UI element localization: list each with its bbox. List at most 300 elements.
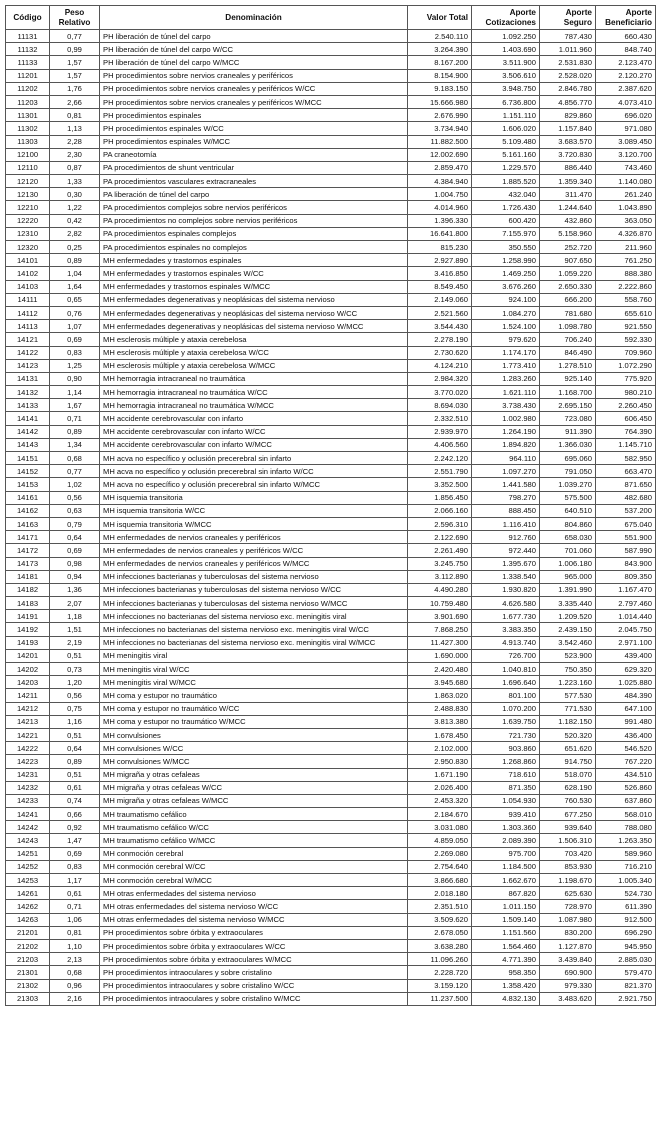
cell-valor-total: 2.278.190 [408, 333, 472, 346]
cell-aporte-cotizaciones: 1.338.540 [472, 570, 540, 583]
cell-peso-relativo: 0,98 [50, 557, 100, 570]
cell-denominacion: MH enfermedades de nervios craneales y periféricos W/MCC [100, 557, 408, 570]
cell-aporte-cotizaciones: 1.606.020 [472, 122, 540, 135]
cell-valor-total: 8.167.200 [408, 56, 472, 69]
table-row [6, 214, 656, 227]
cell-peso-relativo: 1,47 [50, 834, 100, 847]
cell-codigo: 14101 [6, 254, 50, 267]
cell-peso-relativo: 0,89 [50, 425, 100, 438]
cell-aporte-beneficiario: 655.610 [596, 306, 656, 319]
cell-peso-relativo: 2,07 [50, 597, 100, 610]
cell-aporte-cotizaciones: 7.155.970 [472, 227, 540, 240]
cell-peso-relativo: 2,28 [50, 135, 100, 148]
cell-valor-total: 3.416.850 [408, 267, 472, 280]
cell-codigo: 14203 [6, 676, 50, 689]
cell-aporte-cotizaciones: 1.677.730 [472, 610, 540, 623]
table-row [6, 320, 656, 333]
cell-denominacion: PH procedimientos sobre nervios craneales y periféricos W/MCC [100, 95, 408, 108]
cell-valor-total: 4.859.050 [408, 834, 472, 847]
cell-aporte-beneficiario: 4.326.870 [596, 227, 656, 240]
cell-valor-total: 3.509.620 [408, 913, 472, 926]
cell-aporte-beneficiario: 579.470 [596, 966, 656, 979]
table-row [6, 583, 656, 596]
cell-valor-total: 2.269.080 [408, 847, 472, 860]
cell-valor-total: 3.901.690 [408, 610, 472, 623]
cell-denominacion: MH otras enfermedades del sistema nervioso W/MCC [100, 913, 408, 926]
cell-peso-relativo: 0,76 [50, 306, 100, 319]
header-row [6, 6, 656, 30]
cell-aporte-beneficiario: 611.390 [596, 900, 656, 913]
cell-codigo: 14113 [6, 320, 50, 333]
cell-aporte-cotizaciones: 2.089.390 [472, 834, 540, 847]
cell-aporte-seguro: 787.430 [540, 30, 596, 43]
cell-denominacion: PH liberación de túnel del carpo W/CC [100, 43, 408, 56]
cell-aporte-beneficiario: 660.430 [596, 30, 656, 43]
cell-valor-total: 2.927.890 [408, 254, 472, 267]
cell-aporte-seguro: 914.750 [540, 755, 596, 768]
cell-aporte-cotizaciones: 1.174.170 [472, 346, 540, 359]
cell-aporte-cotizaciones: 5.109.480 [472, 135, 540, 148]
cell-codigo: 21203 [6, 953, 50, 966]
cell-peso-relativo: 0,99 [50, 43, 100, 56]
cell-aporte-cotizaciones: 1.054.930 [472, 794, 540, 807]
cell-aporte-cotizaciones: 1.151.560 [472, 926, 540, 939]
table-row [6, 689, 656, 702]
cell-aporte-cotizaciones: 600.420 [472, 214, 540, 227]
cell-codigo: 14202 [6, 663, 50, 676]
cell-aporte-seguro: 3.483.620 [540, 992, 596, 1005]
cell-denominacion: PH procedimientos espinales [100, 109, 408, 122]
cell-denominacion: PH procedimientos sobre órbita y extraoculares W/MCC [100, 953, 408, 966]
cell-valor-total: 3.245.750 [408, 557, 472, 570]
header-aporte-seguro: Aporte Seguro [540, 6, 596, 30]
cell-aporte-beneficiario: 436.400 [596, 728, 656, 741]
cell-codigo: 14153 [6, 478, 50, 491]
cell-codigo: 12210 [6, 201, 50, 214]
cell-denominacion: PH procedimientos intraoculares y sobre cristalino W/CC [100, 979, 408, 992]
cell-valor-total: 11.096.260 [408, 953, 472, 966]
cell-denominacion: PH procedimientos intraoculares y sobre cristalino W/MCC [100, 992, 408, 1005]
cell-aporte-seguro: 690.900 [540, 966, 596, 979]
cell-codigo: 11133 [6, 56, 50, 69]
cell-valor-total: 3.866.680 [408, 874, 472, 887]
cell-peso-relativo: 1,16 [50, 715, 100, 728]
cell-valor-total: 2.102.000 [408, 742, 472, 755]
cell-aporte-cotizaciones: 1.229.570 [472, 161, 540, 174]
cell-aporte-seguro: 829.860 [540, 109, 596, 122]
cell-aporte-seguro: 523.900 [540, 649, 596, 662]
cell-valor-total: 2.488.830 [408, 702, 472, 715]
cell-aporte-seguro: 677.250 [540, 808, 596, 821]
cell-peso-relativo: 2,13 [50, 953, 100, 966]
cell-peso-relativo: 1,25 [50, 359, 100, 372]
table-row [6, 425, 656, 438]
cell-aporte-beneficiario: 971.080 [596, 122, 656, 135]
cell-aporte-cotizaciones: 3.506.610 [472, 69, 540, 82]
table-row [6, 768, 656, 781]
cell-valor-total: 2.351.510 [408, 900, 472, 913]
cell-aporte-beneficiario: 912.500 [596, 913, 656, 926]
cell-aporte-beneficiario: 526.860 [596, 781, 656, 794]
cell-valor-total: 3.945.680 [408, 676, 472, 689]
cell-aporte-seguro: 1.278.510 [540, 359, 596, 372]
cell-aporte-seguro: 728.970 [540, 900, 596, 913]
table-row [6, 280, 656, 293]
cell-aporte-beneficiario: 1.072.290 [596, 359, 656, 372]
cell-aporte-seguro: 1.391.990 [540, 583, 596, 596]
cell-codigo: 21202 [6, 939, 50, 952]
cell-valor-total: 2.420.480 [408, 663, 472, 676]
cell-valor-total: 1.004.750 [408, 188, 472, 201]
cell-valor-total: 2.754.640 [408, 860, 472, 873]
cell-aporte-beneficiario: 582.950 [596, 452, 656, 465]
cell-codigo: 14261 [6, 887, 50, 900]
cell-aporte-beneficiario: 1.014.440 [596, 610, 656, 623]
cell-aporte-beneficiario: 2.921.750 [596, 992, 656, 1005]
cell-peso-relativo: 0,71 [50, 412, 100, 425]
cell-valor-total: 4.124.210 [408, 359, 472, 372]
cell-peso-relativo: 0,71 [50, 900, 100, 913]
table-row [6, 306, 656, 319]
cell-aporte-seguro: 575.500 [540, 491, 596, 504]
cell-aporte-cotizaciones: 1.524.100 [472, 320, 540, 333]
cell-aporte-seguro: 1.157.840 [540, 122, 596, 135]
table-row [6, 597, 656, 610]
cell-peso-relativo: 0,51 [50, 768, 100, 781]
cell-aporte-cotizaciones: 1.040.810 [472, 663, 540, 676]
cell-valor-total: 2.332.510 [408, 412, 472, 425]
cell-aporte-beneficiario: 2.971.100 [596, 636, 656, 649]
cell-aporte-cotizaciones: 718.610 [472, 768, 540, 781]
table-row [6, 570, 656, 583]
table-row [6, 834, 656, 847]
table-row [6, 372, 656, 385]
cell-aporte-beneficiario: 558.760 [596, 293, 656, 306]
cell-valor-total: 2.939.970 [408, 425, 472, 438]
cell-aporte-seguro: 723.080 [540, 412, 596, 425]
cell-valor-total: 2.730.620 [408, 346, 472, 359]
cell-aporte-seguro: 658.030 [540, 531, 596, 544]
cell-aporte-cotizaciones: 1.395.670 [472, 557, 540, 570]
cell-codigo: 14262 [6, 900, 50, 913]
cell-aporte-beneficiario: 363.050 [596, 214, 656, 227]
cell-valor-total: 4.406.560 [408, 438, 472, 451]
cell-denominacion: MH otras enfermedades del sistema nervioso W/CC [100, 900, 408, 913]
cell-aporte-seguro: 1.506.310 [540, 834, 596, 847]
cell-aporte-cotizaciones: 1.885.520 [472, 175, 540, 188]
cell-aporte-beneficiario: 537.200 [596, 504, 656, 517]
cell-codigo: 14243 [6, 834, 50, 847]
cell-denominacion: MH traumatismo cefálico W/CC [100, 821, 408, 834]
cell-aporte-beneficiario: 606.450 [596, 412, 656, 425]
cell-aporte-seguro: 925.140 [540, 372, 596, 385]
cell-aporte-seguro: 311.470 [540, 188, 596, 201]
cell-peso-relativo: 1,57 [50, 56, 100, 69]
cell-aporte-beneficiario: 4.073.410 [596, 95, 656, 108]
cell-aporte-seguro: 886.440 [540, 161, 596, 174]
table-row [6, 175, 656, 188]
cell-aporte-cotizaciones: 726.700 [472, 649, 540, 662]
cell-aporte-seguro: 804.860 [540, 517, 596, 530]
cell-codigo: 14172 [6, 544, 50, 557]
cell-denominacion: PH procedimientos sobre órbita y extraoculares W/CC [100, 939, 408, 952]
cell-denominacion: MH infecciones no bacterianas del sistema nervioso exc. meningitis viral W/CC [100, 623, 408, 636]
cell-aporte-seguro: 911.390 [540, 425, 596, 438]
cell-codigo: 14112 [6, 306, 50, 319]
cell-aporte-beneficiario: 524.730 [596, 887, 656, 900]
cell-valor-total: 3.264.390 [408, 43, 472, 56]
cell-codigo: 14222 [6, 742, 50, 755]
cell-peso-relativo: 0,65 [50, 293, 100, 306]
cell-aporte-cotizaciones: 432.040 [472, 188, 540, 201]
cell-codigo: 14171 [6, 531, 50, 544]
table-row [6, 412, 656, 425]
cell-codigo: 21201 [6, 926, 50, 939]
table-row [6, 821, 656, 834]
table-row [6, 979, 656, 992]
cell-codigo: 11132 [6, 43, 50, 56]
table-row [6, 649, 656, 662]
cell-aporte-seguro: 1.244.640 [540, 201, 596, 214]
cell-peso-relativo: 0,69 [50, 847, 100, 860]
cell-denominacion: PH procedimientos intraoculares y sobre cristalino [100, 966, 408, 979]
cell-aporte-seguro: 2.439.150 [540, 623, 596, 636]
cell-codigo: 21302 [6, 979, 50, 992]
cell-denominacion: MH conmoción cerebral W/MCC [100, 874, 408, 887]
cell-aporte-cotizaciones: 888.450 [472, 504, 540, 517]
cell-denominacion: PH procedimientos espinales W/MCC [100, 135, 408, 148]
cell-aporte-seguro: 907.650 [540, 254, 596, 267]
cell-valor-total: 2.066.160 [408, 504, 472, 517]
cell-aporte-cotizaciones: 1.662.670 [472, 874, 540, 887]
cell-codigo: 12130 [6, 188, 50, 201]
table-row [6, 267, 656, 280]
cell-codigo: 11201 [6, 69, 50, 82]
cell-aporte-cotizaciones: 6.736.800 [472, 95, 540, 108]
cell-valor-total: 10.759.480 [408, 597, 472, 610]
cell-aporte-cotizaciones: 1.441.580 [472, 478, 540, 491]
cell-denominacion: MH accidente cerebrovascular con infarto W/CC [100, 425, 408, 438]
cell-peso-relativo: 1,14 [50, 386, 100, 399]
table-row [6, 755, 656, 768]
tariff-table-container [5, 5, 655, 1006]
cell-aporte-seguro: 781.680 [540, 306, 596, 319]
table-row [6, 399, 656, 412]
cell-codigo: 14173 [6, 557, 50, 570]
cell-aporte-cotizaciones: 1.070.200 [472, 702, 540, 715]
cell-aporte-beneficiario: 434.510 [596, 768, 656, 781]
cell-aporte-cotizaciones: 1.621.110 [472, 386, 540, 399]
cell-peso-relativo: 1,64 [50, 280, 100, 293]
cell-aporte-seguro: 1.011.960 [540, 43, 596, 56]
table-row [6, 702, 656, 715]
cell-denominacion: PH procedimientos espinales W/CC [100, 122, 408, 135]
cell-aporte-seguro: 853.930 [540, 860, 596, 873]
cell-codigo: 14212 [6, 702, 50, 715]
table-row [6, 610, 656, 623]
cell-peso-relativo: 0,25 [50, 241, 100, 254]
cell-aporte-seguro: 791.050 [540, 465, 596, 478]
cell-aporte-beneficiario: 2.120.270 [596, 69, 656, 82]
table-row [6, 676, 656, 689]
cell-aporte-beneficiario: 821.370 [596, 979, 656, 992]
cell-codigo: 12220 [6, 214, 50, 227]
cell-aporte-seguro: 2.528.020 [540, 69, 596, 82]
cell-denominacion: MH enfermedades degenerativas y neoplásicas del sistema nervioso W/CC [100, 306, 408, 319]
cell-aporte-beneficiario: 3.089.450 [596, 135, 656, 148]
cell-valor-total: 3.770.020 [408, 386, 472, 399]
table-row [6, 636, 656, 649]
cell-aporte-beneficiario: 767.220 [596, 755, 656, 768]
cell-aporte-cotizaciones: 5.161.160 [472, 148, 540, 161]
cell-aporte-seguro: 628.190 [540, 781, 596, 794]
table-row [6, 241, 656, 254]
cell-aporte-seguro: 706.240 [540, 333, 596, 346]
cell-aporte-seguro: 695.060 [540, 452, 596, 465]
cell-aporte-seguro: 666.200 [540, 293, 596, 306]
cell-aporte-seguro: 1.006.180 [540, 557, 596, 570]
cell-denominacion: MH acva no específico y oclusión precerebral sin infarto W/CC [100, 465, 408, 478]
cell-peso-relativo: 1,36 [50, 583, 100, 596]
cell-valor-total: 3.159.120 [408, 979, 472, 992]
cell-aporte-seguro: 518.070 [540, 768, 596, 781]
cell-aporte-seguro: 1.039.270 [540, 478, 596, 491]
cell-valor-total: 2.540.110 [408, 30, 472, 43]
cell-denominacion: MH hemorragia intracraneal no traumática W/MCC [100, 399, 408, 412]
cell-codigo: 14242 [6, 821, 50, 834]
cell-codigo: 12320 [6, 241, 50, 254]
cell-codigo: 14152 [6, 465, 50, 478]
cell-valor-total: 15.666.980 [408, 95, 472, 108]
cell-codigo: 14103 [6, 280, 50, 293]
cell-aporte-seguro: 520.320 [540, 728, 596, 741]
table-row [6, 900, 656, 913]
cell-denominacion: PA procedimientos complejos sobre nervios periféricos [100, 201, 408, 214]
cell-peso-relativo: 0,77 [50, 30, 100, 43]
cell-aporte-cotizaciones: 1.116.410 [472, 517, 540, 530]
cell-aporte-cotizaciones: 1.011.150 [472, 900, 540, 913]
cell-peso-relativo: 1,17 [50, 874, 100, 887]
cell-aporte-beneficiario: 743.460 [596, 161, 656, 174]
cell-valor-total: 1.671.190 [408, 768, 472, 781]
cell-denominacion: MH infecciones bacterianas y tuberculosas del sistema nervioso [100, 570, 408, 583]
cell-aporte-beneficiario: 589.960 [596, 847, 656, 860]
cell-codigo: 14232 [6, 781, 50, 794]
header-peso-relativo: Peso Relativo [50, 6, 100, 30]
cell-denominacion: MH meningitis viral W/MCC [100, 676, 408, 689]
cell-valor-total: 815.230 [408, 241, 472, 254]
cell-codigo: 14163 [6, 517, 50, 530]
table-row [6, 544, 656, 557]
cell-aporte-cotizaciones: 1.151.110 [472, 109, 540, 122]
cell-denominacion: PH procedimientos sobre órbita y extraoculares [100, 926, 408, 939]
cell-aporte-beneficiario: 647.100 [596, 702, 656, 715]
cell-denominacion: MH convulsiones W/CC [100, 742, 408, 755]
cell-denominacion: MH infecciones bacterianas y tuberculosas del sistema nervioso W/CC [100, 583, 408, 596]
cell-peso-relativo: 0,69 [50, 333, 100, 346]
cell-valor-total: 2.950.830 [408, 755, 472, 768]
cell-codigo: 14231 [6, 768, 50, 781]
cell-peso-relativo: 0,69 [50, 544, 100, 557]
table-row [6, 465, 656, 478]
cell-denominacion: MH enfermedades degenerativas y neoplásicas del sistema nervioso W/MCC [100, 320, 408, 333]
cell-codigo: 14102 [6, 267, 50, 280]
cell-peso-relativo: 1,20 [50, 676, 100, 689]
cell-codigo: 14233 [6, 794, 50, 807]
cell-denominacion: MH acva no específico y oclusión precerebral sin infarto [100, 452, 408, 465]
cell-aporte-beneficiario: 809.350 [596, 570, 656, 583]
cell-codigo: 14223 [6, 755, 50, 768]
table-row [6, 887, 656, 900]
cell-peso-relativo: 0,90 [50, 372, 100, 385]
table-row [6, 30, 656, 43]
cell-aporte-cotizaciones: 1.092.250 [472, 30, 540, 43]
cell-codigo: 11303 [6, 135, 50, 148]
cell-aporte-beneficiario: 629.320 [596, 663, 656, 676]
cell-aporte-seguro: 3.720.830 [540, 148, 596, 161]
cell-codigo: 14132 [6, 386, 50, 399]
cell-denominacion: MH accidente cerebrovascular con infarto W/MCC [100, 438, 408, 451]
cell-valor-total: 2.453.320 [408, 794, 472, 807]
cell-aporte-cotizaciones: 958.350 [472, 966, 540, 979]
cell-aporte-beneficiario: 663.470 [596, 465, 656, 478]
cell-aporte-cotizaciones: 1.264.190 [472, 425, 540, 438]
cell-aporte-seguro: 1.366.030 [540, 438, 596, 451]
cell-denominacion: MH migraña y otras cefaleas W/CC [100, 781, 408, 794]
cell-peso-relativo: 2,30 [50, 148, 100, 161]
cell-peso-relativo: 0,92 [50, 821, 100, 834]
table-row [6, 715, 656, 728]
cell-denominacion: MH isquemia transitoria [100, 491, 408, 504]
cell-denominacion: MH infecciones bacterianas y tuberculosas del sistema nervioso W/MCC [100, 597, 408, 610]
cell-aporte-seguro: 4.856.770 [540, 95, 596, 108]
cell-valor-total: 7.868.250 [408, 623, 472, 636]
cell-codigo: 14263 [6, 913, 50, 926]
cell-aporte-cotizaciones: 1.773.410 [472, 359, 540, 372]
cell-valor-total: 11.882.500 [408, 135, 472, 148]
cell-valor-total: 1.863.020 [408, 689, 472, 702]
cell-aporte-beneficiario: 587.990 [596, 544, 656, 557]
cell-valor-total: 16.641.800 [408, 227, 472, 240]
cell-aporte-beneficiario: 1.263.350 [596, 834, 656, 847]
cell-codigo: 14133 [6, 399, 50, 412]
cell-peso-relativo: 0,42 [50, 214, 100, 227]
header-codigo: Código [6, 6, 50, 30]
cell-valor-total: 8.694.030 [408, 399, 472, 412]
table-row [6, 188, 656, 201]
cell-peso-relativo: 2,66 [50, 95, 100, 108]
cell-aporte-cotizaciones: 912.760 [472, 531, 540, 544]
cell-aporte-cotizaciones: 3.511.900 [472, 56, 540, 69]
cell-codigo: 14121 [6, 333, 50, 346]
cell-aporte-beneficiario: 788.080 [596, 821, 656, 834]
cell-codigo: 11202 [6, 82, 50, 95]
cell-peso-relativo: 2,82 [50, 227, 100, 240]
cell-aporte-cotizaciones: 939.410 [472, 808, 540, 821]
cell-denominacion: MH isquemia transitoria W/CC [100, 504, 408, 517]
table-row [6, 82, 656, 95]
cell-denominacion: PA craneotomía [100, 148, 408, 161]
table-row [6, 148, 656, 161]
cell-aporte-cotizaciones: 1.283.260 [472, 372, 540, 385]
table-row [6, 847, 656, 860]
cell-denominacion: MH meningitis viral W/CC [100, 663, 408, 676]
cell-valor-total: 9.183.150 [408, 82, 472, 95]
cell-peso-relativo: 0,63 [50, 504, 100, 517]
cell-aporte-beneficiario: 551.900 [596, 531, 656, 544]
cell-peso-relativo: 0,68 [50, 452, 100, 465]
cell-aporte-cotizaciones: 350.550 [472, 241, 540, 254]
